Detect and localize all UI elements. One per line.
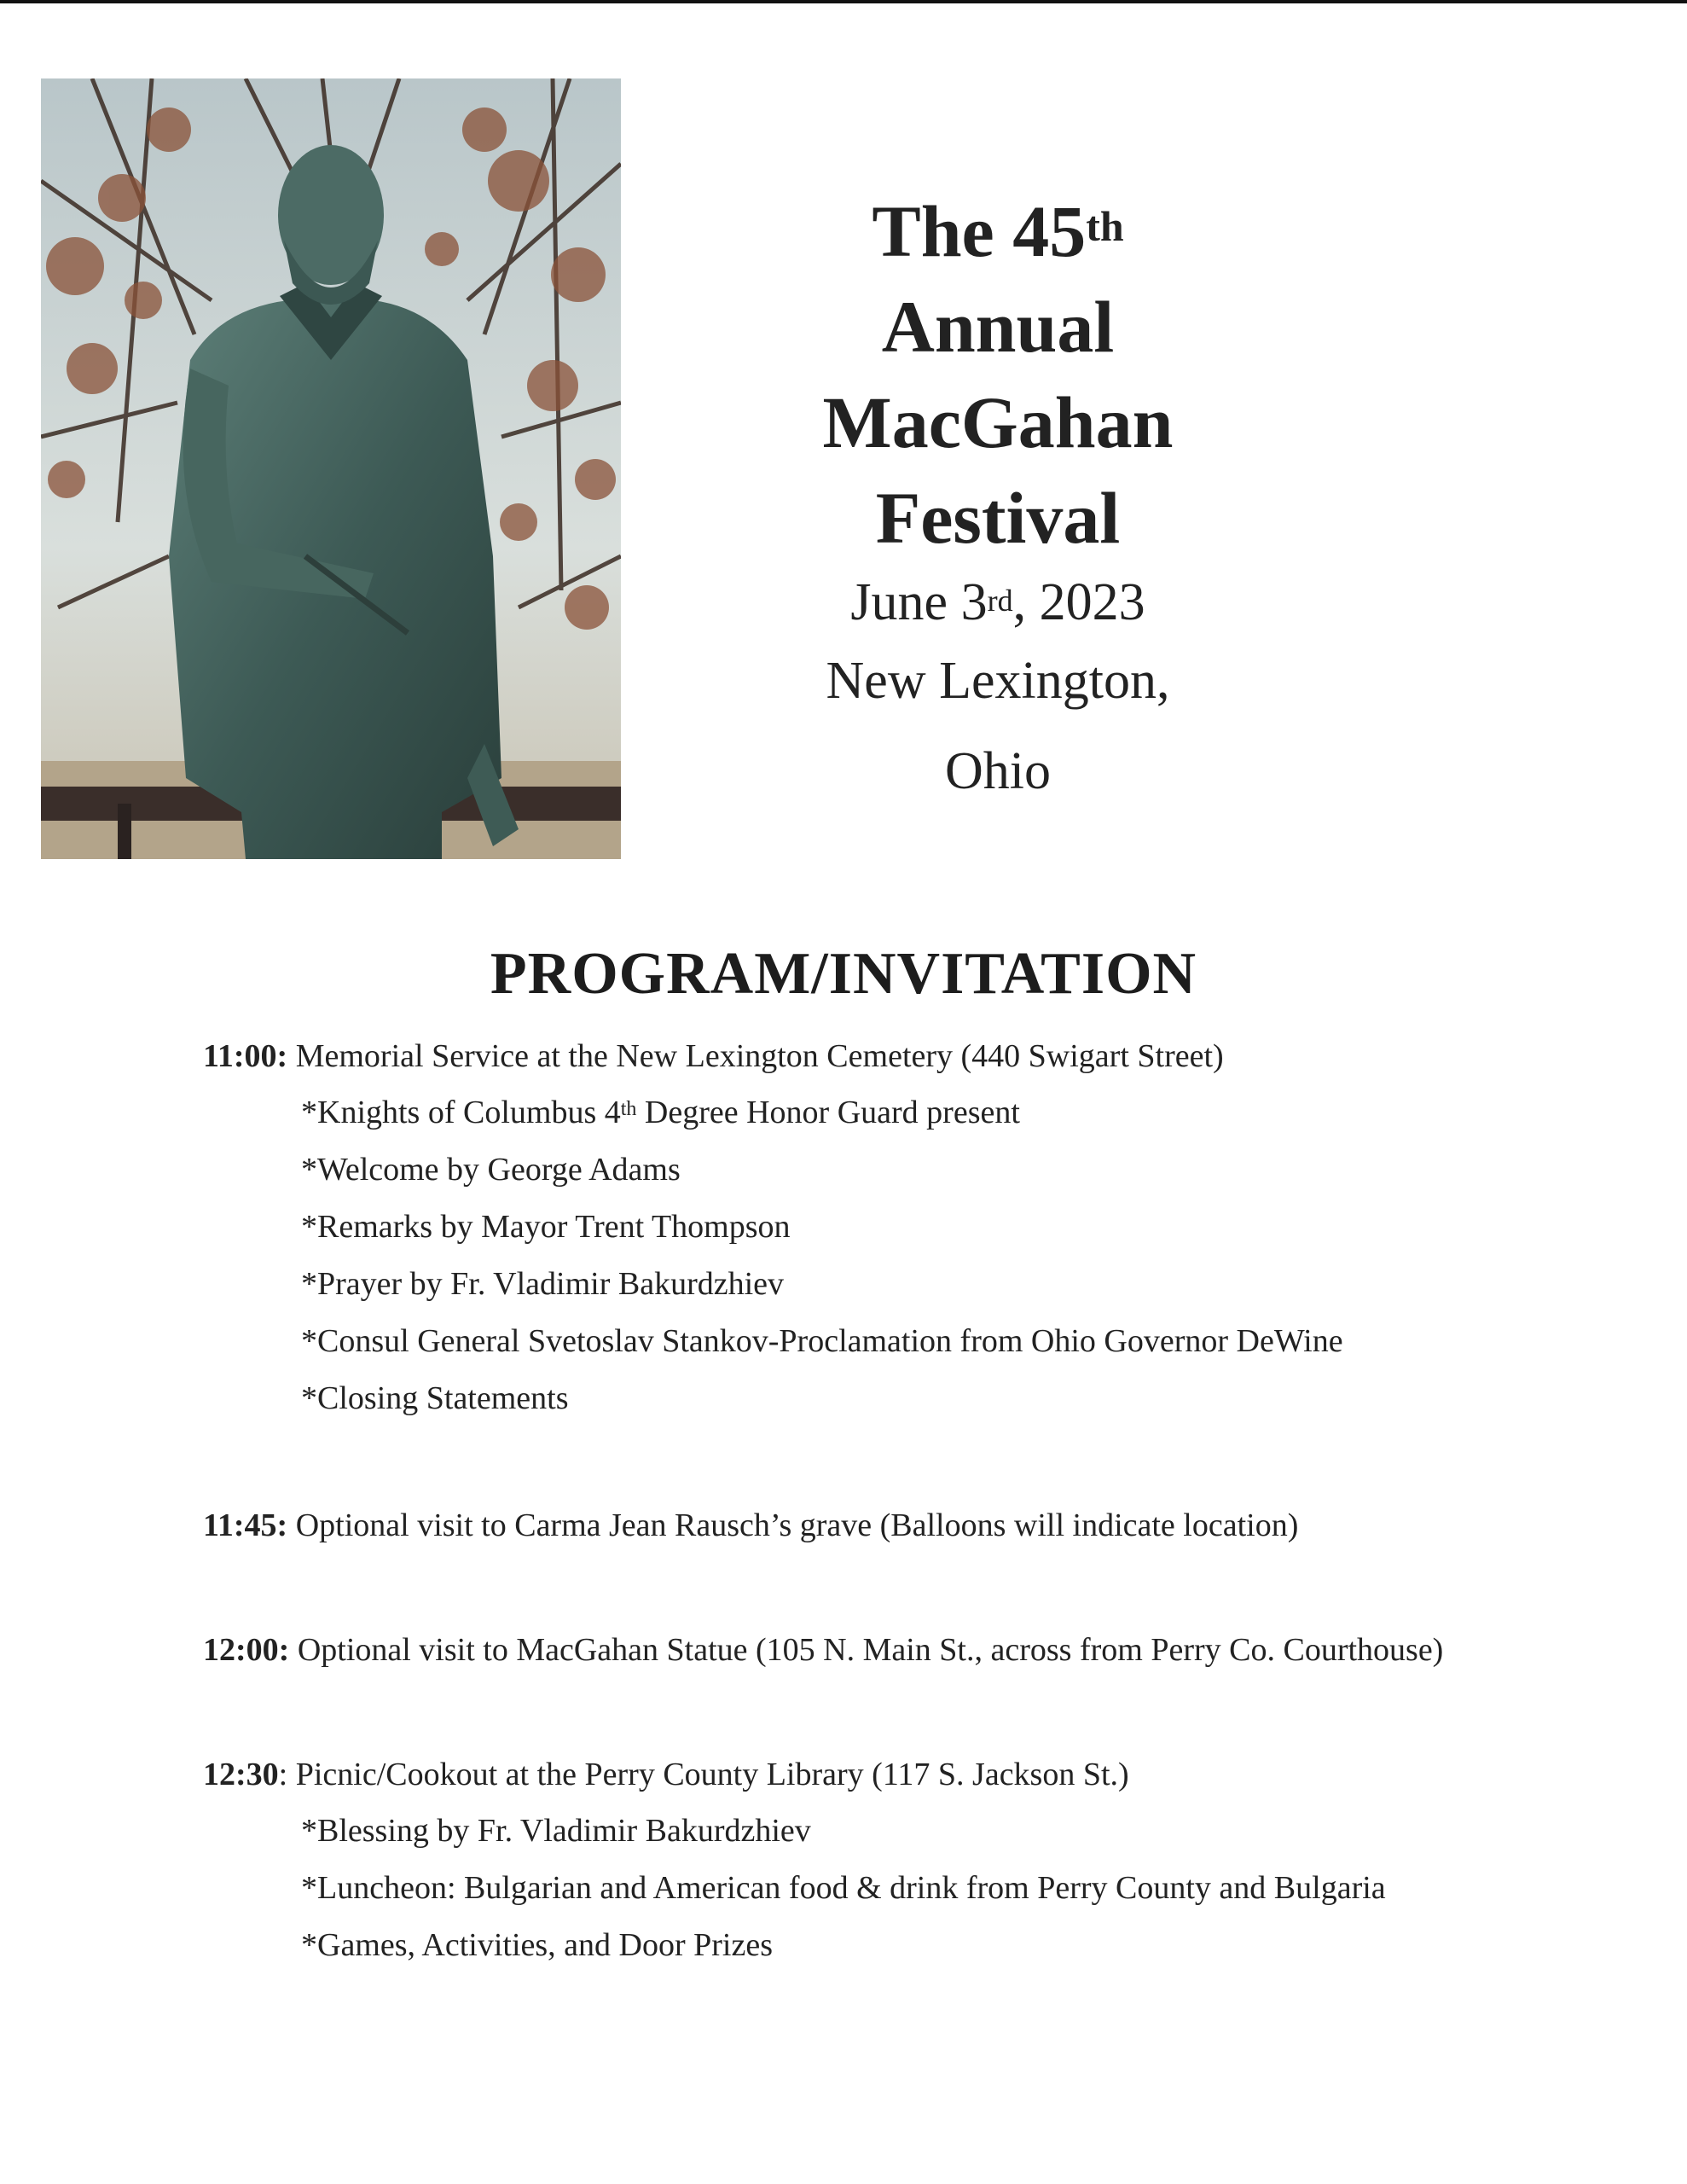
title-line-3: MacGahan [822,381,1174,463]
schedule-entry-1200 [203,1622,1653,1678]
festival-title-block [742,183,1254,816]
program-schedule [203,1028,1653,1974]
list-item: *Knights of Columbus 4th Degree Honor Guard present [301,1095,1020,1130]
list-item: *Welcome by George Adams [301,1152,681,1188]
schedule-text: Optional visit to Carma Jean Rausch’s grave (Balloons will indicate location) [287,1507,1299,1543]
title-line-1: The 45th [872,190,1124,272]
list-item: *Closing Statements [301,1380,569,1416]
schedule-time: 11:45: [203,1507,288,1543]
schedule-entry-1145 [203,1497,1653,1554]
title-line-4: Festival [875,477,1121,559]
schedule-time: 11:00: [203,1038,288,1074]
festival-location-city: New Lexington, [826,652,1170,710]
list-item: *Games, Activities, and Door Prizes [301,1927,774,1963]
top-border-rule [0,0,1687,3]
list-item: *Consul General Svetoslav Stankov-Proclamation from Ohio Governor DeWine [301,1323,1343,1359]
list-item: *Blessing by Fr. Vladimir Bakurdzhiev [301,1813,811,1849]
schedule-subitems-1100 [203,1084,1653,1427]
program-heading: PROGRAM/INVITATION [490,941,1197,1007]
festival-location-state: Ohio [945,742,1051,800]
schedule-text: : Picnic/Cookout at the Perry County Library (117 S. Jackson St.) [278,1757,1129,1792]
list-item: *Prayer by Fr. Vladimir Bakurdzhiev [301,1266,785,1302]
festival-date: June 3rd, 2023 [850,573,1145,631]
schedule-text: Optional visit to MacGahan Statue (105 N. Main St., across from Perry Co. Courthouse) [289,1632,1444,1668]
list-item: *Remarks by Mayor Trent Thompson [301,1209,791,1245]
schedule-subitems-1230 [203,1803,1653,1974]
schedule-text: Memorial Service at the New Lexington Cemetery (440 Swigart Street) [287,1038,1224,1074]
schedule-time: 12:30 [203,1757,279,1792]
schedule-entry-1230 [203,1746,1653,1803]
statue-photo [41,78,621,859]
list-item: *Luncheon: Bulgarian and American food & drink from Perry County and Bulgaria [301,1870,1386,1906]
title-line-2: Annual [881,286,1115,368]
statue-illustration [41,78,621,859]
schedule-time: 12:00: [203,1632,290,1668]
schedule-entry-1100 [203,1028,1653,1084]
